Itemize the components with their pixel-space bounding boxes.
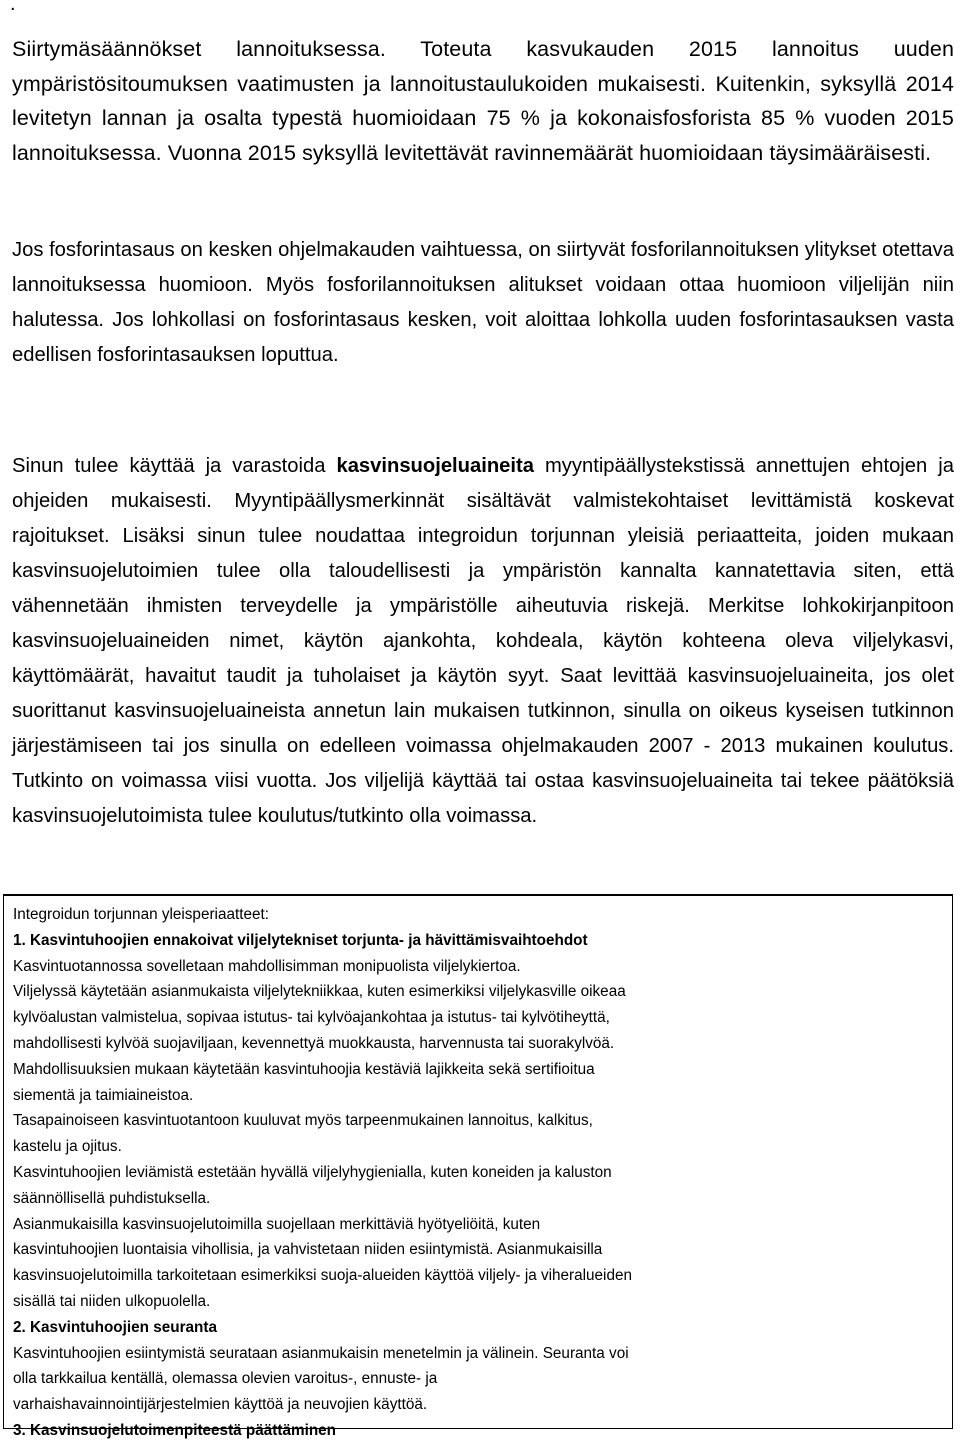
ipm-box-line: Kasvintuhoojien esiintymistä seurataan asianmukaisin menetelmin ja välinein. Seuranta voi xyxy=(13,1344,629,1362)
ipm-section-heading: 1. Kasvintuhoojien ennakoivat viljelytekniset torjunta- ja hävittämisvaihtoehdot xyxy=(13,931,588,949)
ipm-box-line: Kasvintuhoojien leviämistä estetään hyvällä viljelyhygienialla, kuten koneiden ja kaluston xyxy=(13,1163,612,1181)
ipm-box-line: Tasapainoiseen kasvintuotantoon kuuluvat myös tarpeenmukainen lannoitus, kalkitus, xyxy=(13,1112,593,1130)
ipm-box-line: olla tarkkailua kentällä, olemassa olevien varoitus-, ennuste- ja xyxy=(13,1370,438,1388)
ipm-section-heading: 2. Kasvintuhoojien seuranta xyxy=(13,1318,218,1336)
ipm-box-line: Mahdollisuuksien mukaan käytetään kasvintuhoojia kestäviä lajikkeita sekä sertifioitua xyxy=(13,1060,595,1078)
plant-protection-keyword: kasvinsuojeluaineita xyxy=(336,455,534,477)
ipm-box-line: kasvintuhoojien luontaisia vihollisia, ja vahvistetaan niiden esiintymistä. Asianmukaisilla xyxy=(13,1241,603,1259)
plant-protection-paragraph xyxy=(12,449,954,834)
ipm-box-line: Viljelyssä käytetään asianmukaista viljelytekniikkaa, kuten esimerkiksi viljelykasville oikeaa xyxy=(13,983,626,1001)
ipm-box-line: Kasvintuotannossa sovelletaan mahdollisimman monipuolista viljelykiertoa. xyxy=(13,957,521,975)
plant-protection-text-start: Sinun tulee käyttää ja varastoida xyxy=(12,455,337,477)
ipm-box-content xyxy=(13,902,833,1444)
ipm-box-line: Integroidun torjunnan yleisperiaatteet: xyxy=(13,906,269,923)
corner-mark: . xyxy=(10,0,16,15)
ipm-section-heading: 3. Kasvinsuojelutoimenpiteestä päättäminen xyxy=(13,1421,337,1439)
integrated-pest-management-box xyxy=(3,894,953,1439)
ipm-box-line: sisällä tai niiden ulkopuolella. xyxy=(13,1292,211,1310)
ipm-box-line: kastelu ja ojitus. xyxy=(13,1138,122,1156)
ipm-box-line: kasvinsuojelutoimilla tarkoitetaan esimerkiksi suoja-alueiden käyttöä viljely- ja viheralueiden xyxy=(13,1267,632,1285)
phosphorus-balancing-paragraph: Jos fosforintasaus on kesken ohjelmakauden vaihtuessa, on siirtyvät fosforilannoituksen ylitykset otettava lannoituksessa huomioon. Myös fosforilannoituksen alitukset voidaan ottaa huomioon viljelijän niin halutessa. Jos lohkollasi on fosforintasaus kesken, voit aloittaa lohkolla uuden fosforintasauksen vasta edellisen fosforintasauksen loputtua. xyxy=(12,239,954,366)
ipm-box-line: säännöllisellä puhdistuksella. xyxy=(13,1189,211,1207)
ipm-box-line: mahdollisesti kylvöä suojaviljaan, kevennettyä muokkausta, harvennusta tai suorakylvöä. xyxy=(13,1034,615,1052)
ipm-box-line: varhaishavainnointijärjestelmien käyttöä ja neuvojien käyttöä. xyxy=(13,1396,428,1414)
ipm-box-line: kylvöalustan valmistelua, sopivaa istutus- tai kylvöajankohtaa ja istutus- tai kylvötiheyttä, xyxy=(13,1009,610,1027)
ipm-box-line: siementä ja taimiaineistoa. xyxy=(13,1086,194,1104)
transition-rules-paragraph: Siirtymäsäännökset lannoituksessa. Toteuta kasvukauden 2015 lannoitus uuden ympäristösitoumuksen vaatimusten ja lannoitustaulukoiden mukaisesti. Kuitenkin, syksyllä 2014 levitetyn lannan ja osalta typestä huomioidaan 75 % ja kokonaisfosforista 85 % vuoden 2015 lannoituksessa. Vuonna 2015 syksyllä levitettävät ravinnemäärät huomioidaan täysimääräisesti. xyxy=(12,37,954,165)
ipm-box-line: Asianmukaisilla kasvinsuojelutoimilla suojellaan merkittäviä hyötyeliöitä, kuten xyxy=(13,1215,541,1233)
plant-protection-text-rest: myyntipäällystekstissä annettujen ehtojen ja ohjeiden mukaisesti. Myyntipäällysmerkinnät sisältävät valmistekohtaiset levittämistä koskevat rajoitukset. Lisäksi sinun tulee noudattaa integroidun torjunnan yleisiä periaatteita, joiden mukaan kasvinsuojelutoimien tulee olla taloudellisesti ja ympäristön kannalta kannatettavia siten, että vähennetään ihmisten terveydelle ja ympäristölle aiheutuvia riskejä. Merkitse lohkokirjanpitoon kasvinsuojeluaineiden nimet, käytön ajankohta, kohdeala, käytön kohteena oleva viljelykasvi, käyttömäärät, havaitut taudit ja tuholaiset ja käytön syyt. Saat levittää kasvinsuojeluaineita, jos olet suorittanut kasvinsuojeluaineista annetun lain mukaisen tutkinnon, sinulla on oikeus kyseisen tutkinnon järjestämiseen tai jos sinulla on edelleen voimassa ohjelmakauden 2007 - 2013 mukainen koulutus. Tutkinto on voimassa viisi vuotta. Jos viljelijä käyttää tai ostaa kasvinsuojeluaineita tai tekee päätöksiä kasvinsuojelutoimista tulee koulutus/tutkinto olla voimassa. xyxy=(12,455,954,827)
